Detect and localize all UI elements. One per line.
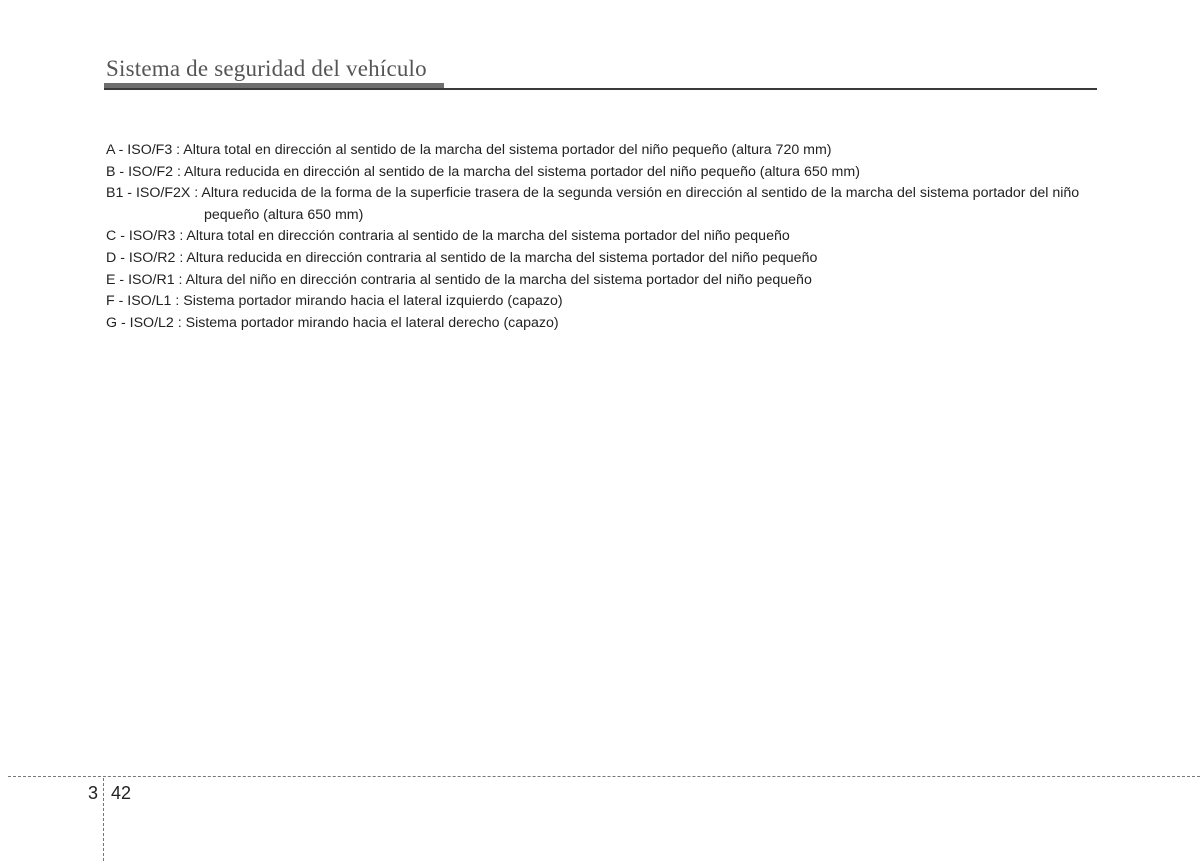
chapter-number: 3 — [88, 783, 99, 803]
footer-divider — [8, 776, 1200, 777]
definition-item: A - ISO/F3 : Altura total en dirección al sentido de la marcha del sistema portador del niño pequeño (altura 720 mm) — [106, 142, 832, 158]
definition-item: B1 - ISO/F2X : Altura reducida de la forma de la superficie trasera de la segunda versión en dirección al sentido de la marcha del sistema portador del niño pequeño (altura 650 mm) — [106, 185, 1080, 223]
definition-item: C - ISO/R3 : Altura total en dirección contraria al sentido de la marcha del sistema portador del niño pequeño — [106, 228, 790, 245]
definition-item: G - ISO/L2 : Sistema portador mirando hacia el lateral derecho (capazo) — [106, 314, 559, 331]
page-number: 42 — [111, 783, 132, 803]
definition-item: E - ISO/R1 : Altura del niño en dirección contraria al sentido de la marcha del sistema portador del niño pequeño — [106, 271, 812, 288]
definition-list — [106, 140, 1106, 334]
footer-vertical-divider — [103, 778, 104, 861]
definition-item: B - ISO/F2 : Altura reducida en dirección al sentido de la marcha del sistema portador del niño pequeño (altura 650 mm) — [106, 163, 860, 180]
header-rule — [104, 88, 1097, 90]
section-title: Sistema de seguridad del vehículo — [106, 56, 427, 81]
definition-item: D - ISO/R2 : Altura reducida en dirección contraria al sentido de la marcha del sistema portador del niño pequeño — [106, 249, 818, 266]
definition-item: F - ISO/L1 : Sistema portador mirando hacia el lateral izquierdo (capazo) — [106, 293, 563, 310]
